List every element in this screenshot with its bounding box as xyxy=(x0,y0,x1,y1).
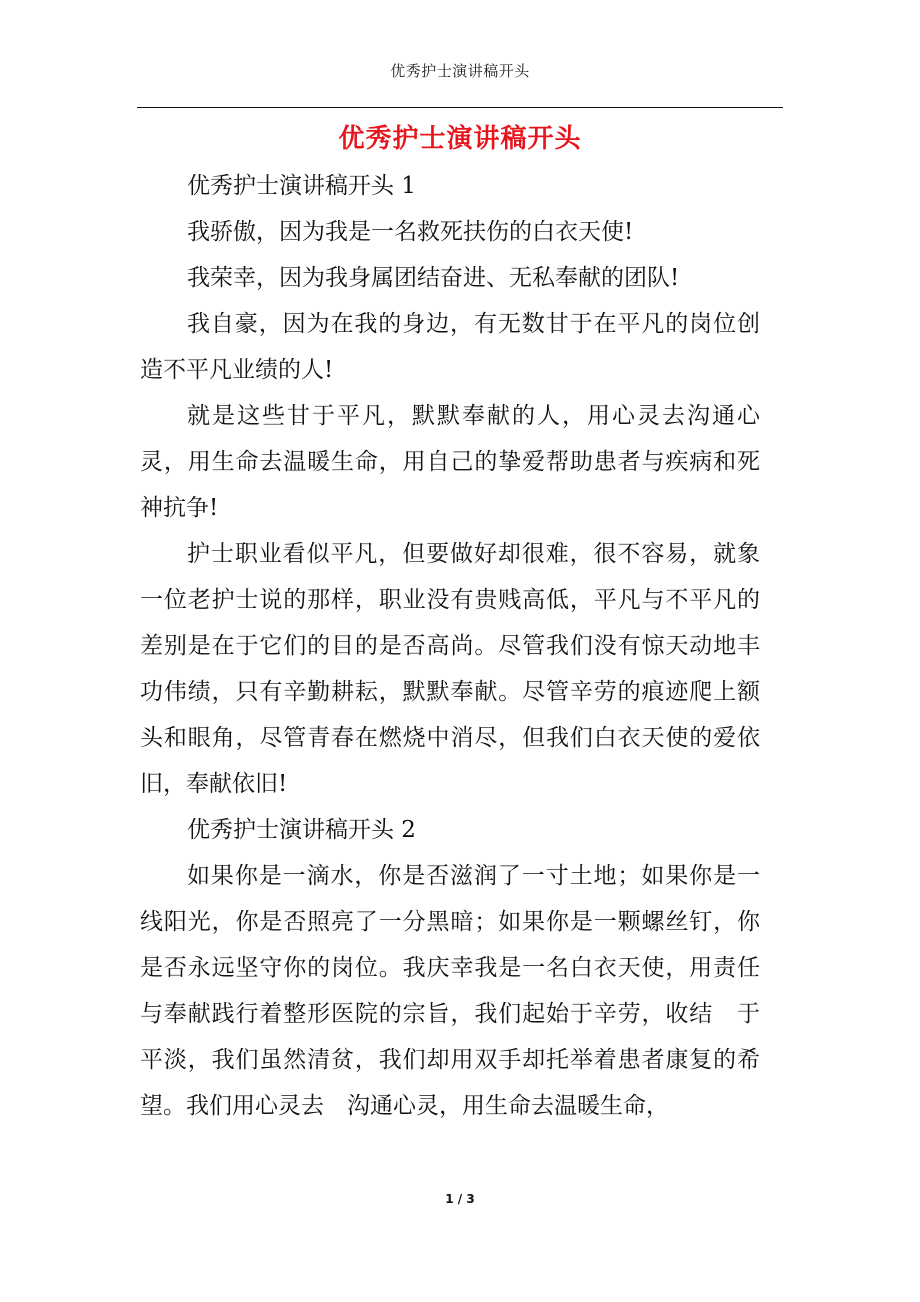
paragraph: 如果你是一滴水，你是否滋润了一寸土地；如果你是一 线阳光，你是否照亮了一分黑暗；如果你是一颗螺丝钉，你 是否永远坚守你的岗位。我庆幸我是一名白衣天使，用责任与奉献践行着整形医院的宗旨，我们起始于辛劳，收结 于平淡，我们虽然清贫，我们却用双手却托举着患者康复的希望。我们用心灵去 沟通心灵，用生命去温暖生命， xyxy=(140,863,783,1119)
paragraph: 就是这些甘于平凡，默默奉献的人，用心灵去沟通心灵，用生命去温暖生命，用自己的挚爱帮助患者与疾病和死神抗争! xyxy=(140,403,760,521)
page-number: 1 / 3 xyxy=(445,1192,475,1206)
paragraph: 护士职业看似平凡，但要做好却很难，很不容易，就象一位老护士说的那样，职业没有贵贱高低，平凡与不平凡的差别是在于它们的目的是否高尚。尽管我们没有惊天动地丰功伟绩，只有辛勤耕耘，默默奉献。尽管辛劳的痕迹爬上额头和眼角，尽管青春在燃烧中消尽，但我们白衣天使的爱依旧，奉献依旧! xyxy=(140,541,760,797)
section-heading-1: 优秀护士演讲稿开头 1 xyxy=(187,173,416,199)
header-rule xyxy=(137,107,783,108)
document-title: 优秀护士演讲稿开头 xyxy=(338,124,582,154)
document-body xyxy=(140,163,783,1129)
section-heading-2: 优秀护士演讲稿开头 2 xyxy=(187,817,416,843)
paragraph: 我荣幸，因为我身属团结奋进、无私奉献的团队! xyxy=(187,265,680,291)
running-header: 优秀护士演讲稿开头 xyxy=(390,62,530,80)
paragraph: 我骄傲，因为我是一名救死扶伤的白衣天使! xyxy=(187,219,634,245)
paragraph: 我自豪，因为在我的身边，有无数甘于在平凡的岗位创造不平凡业绩的人! xyxy=(140,311,760,383)
